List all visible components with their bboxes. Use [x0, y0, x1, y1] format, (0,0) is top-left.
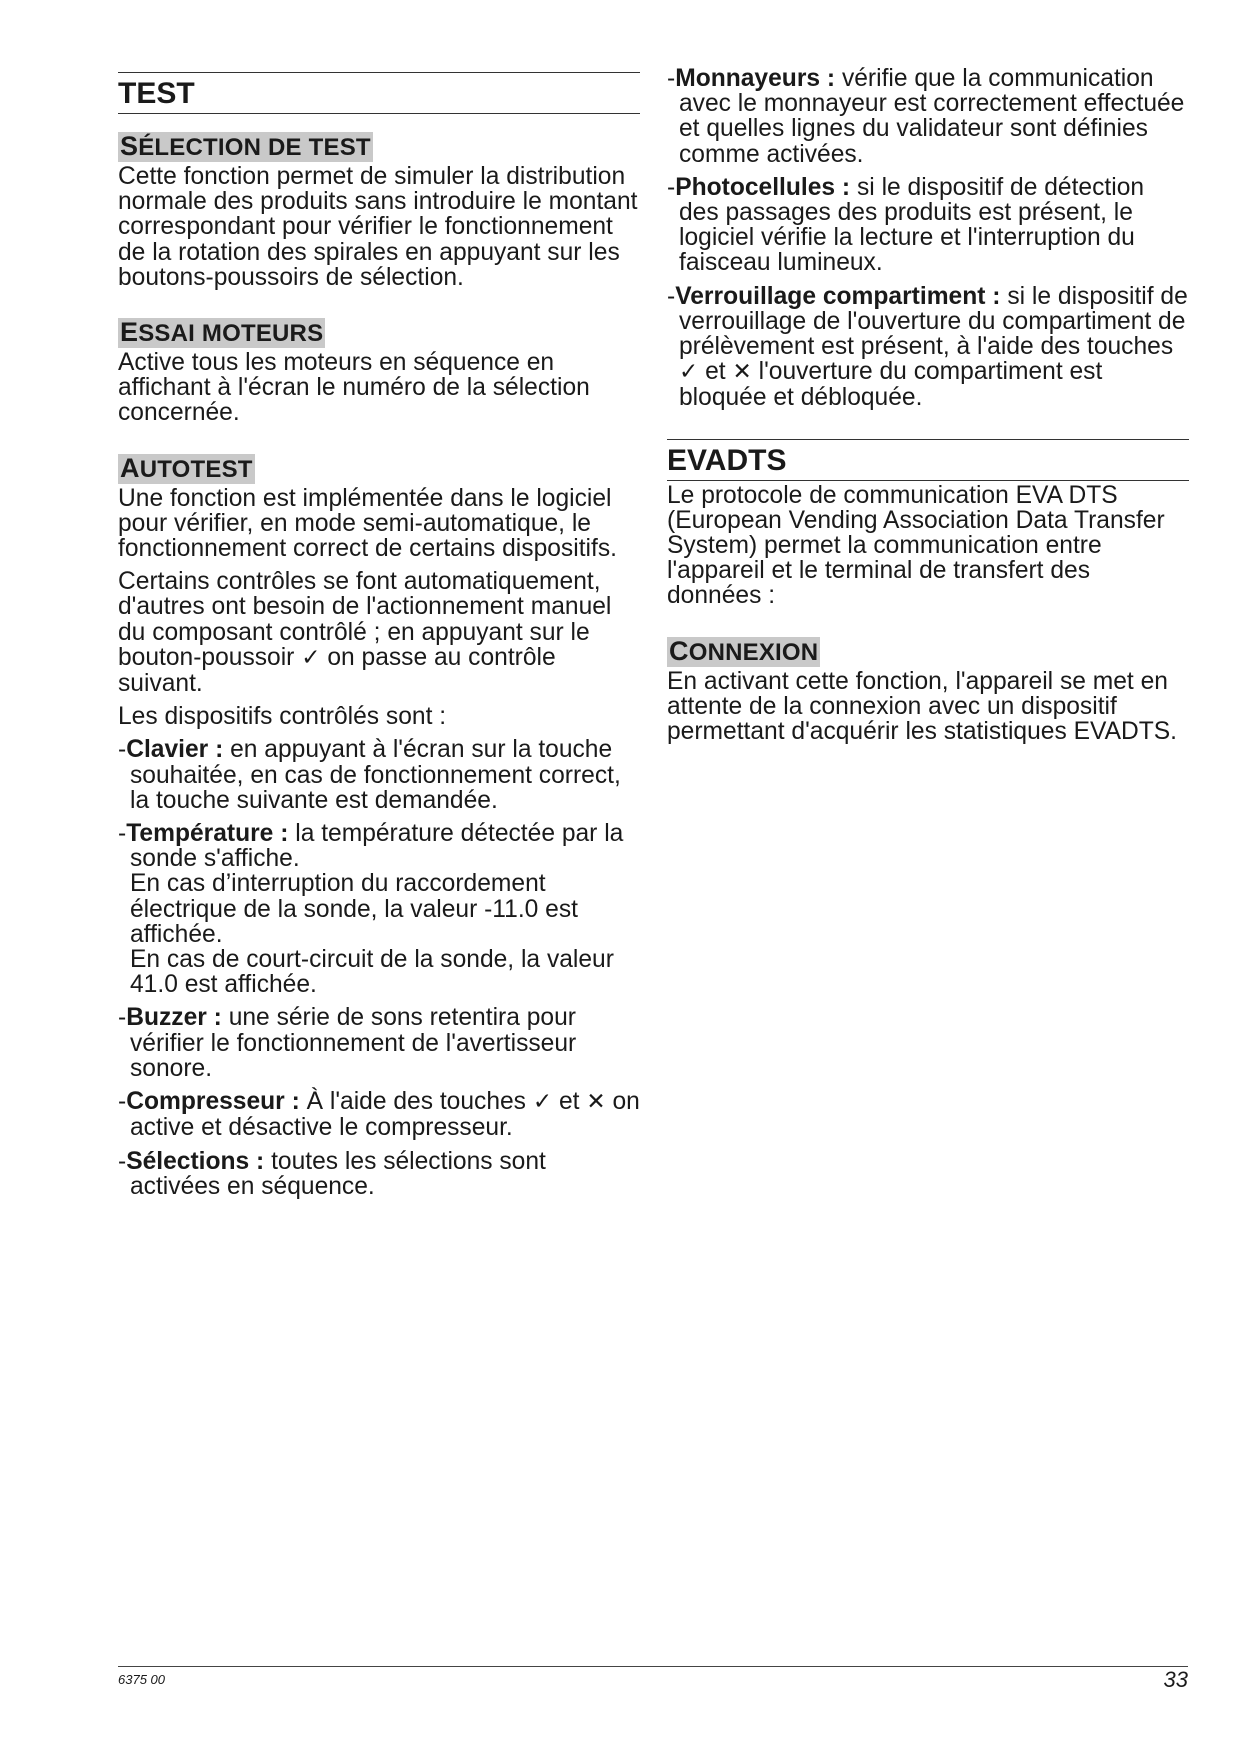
list-item-verrouillage: -Verrouillage compartiment : si le dispositif de verrouillage de l'ouverture du compartiment de prélèvement est présent, à l'aide des touches ✓ et ✕ l'ouverture du compartiment est bloquée et débloquée. [667, 282, 1188, 412]
cross-icon: ✕ [586, 1089, 606, 1116]
paragraph: Une fonction est implémentée dans le logiciel pour vérifier, en mode semi-automatique, le fonctionnement correct de certains dispositifs. [118, 484, 617, 563]
section-title-evadts: EVADTS [667, 439, 1189, 481]
left-column [118, 68, 640, 1207]
subsection-connexion [667, 637, 1189, 745]
check-icon: ✓ [301, 644, 321, 671]
list-item-clavier: -Clavier : en appuyant à l'écran sur la touche souhaitée, en cas de fonctionnement correct, la touche suivante est demandée. [118, 736, 621, 814]
paragraph: Active tous les moteurs en séquence en affichant à l'écran le numéro de la sélection concernée. [118, 349, 590, 427]
paragraph: Les dispositifs contrôlés sont : [118, 703, 447, 731]
footer-divider [118, 1666, 1188, 1667]
subsection-heading: AUTOTEST [120, 452, 253, 483]
subsection-selection-test [118, 132, 640, 290]
subsection-essai-moteurs [118, 318, 640, 426]
list-item-selections: -Sélections : toutes les sélections sont activées en séquence. [118, 1147, 546, 1200]
document-code: 6375 00 [118, 1672, 165, 1687]
list-item-temperature: -Température : la température détectée par la sonde s'affiche. En cas d’interruption du raccordement électrique de la sonde, la valeur -11.0 est affichée. En cas de court-circuit de la sonde, la valeur 41.0 est affichée. [118, 820, 624, 999]
list-item-buzzer: -Buzzer : une série de sons retentira pour vérifier le fonctionnement de l'avertisseur sonore. [118, 1004, 577, 1082]
evadts-intro [667, 483, 1189, 609]
subsection-heading: CONNEXION [669, 635, 819, 666]
section-title-test: TEST [118, 72, 640, 114]
subsection-heading: ESSAI MOTEURS [120, 317, 324, 348]
page-number: 33 [1163, 1667, 1188, 1692]
list-item-monnayeurs: -Monnayeurs : vérifie que la communication avec le monnayeur est correctement effectuée et quelles lignes du validateur sont définies comme activées. [667, 65, 1185, 168]
cross-icon: ✕ [732, 359, 752, 386]
subsection-heading: SÉLECTION DE TEST [120, 131, 371, 161]
paragraph: Le protocole de communication EVA DTS (European Vending Association Data Transfer System) permet la communication entre l'appareil et le terminal de transfert des données : [667, 481, 1165, 610]
check-icon: ✓ [532, 1089, 553, 1116]
paragraph: En activant cette fonction, l'appareil se met en attente de la connexion avec un dispositif permettant d'acquérir les statistiques EVADTS. [667, 667, 1177, 746]
subsection-autotest [118, 454, 640, 1199]
paragraph: Certains contrôles se font automatiquement, d'autres ont besoin de l'actionnement manuel du composant contrôlé ; en appuyant sur le bouton-poussoir ✓ on passe au contrôle suivant. [118, 568, 612, 698]
check-icon: ✓ [679, 359, 699, 386]
list-item-photocellules: -Photocellules : si le dispositif de détection des passages des produits est présent, le logiciel vérifie la lecture et l'interruption du faisceau lumineux. [667, 173, 1145, 277]
paragraph: Cette fonction permet de simuler la distribution normale des produits sans introduire le montant correspondant pour vérifier le fonctionnement de la rotation des spirales en appuyant sur les boutons-poussoirs de sélection. [118, 163, 638, 291]
list-item-compresseur: -Compresseur : À l'aide des touches ✓ et ✕ on active et désactive le compresseur. [118, 1088, 640, 1142]
right-column [667, 66, 1189, 752]
